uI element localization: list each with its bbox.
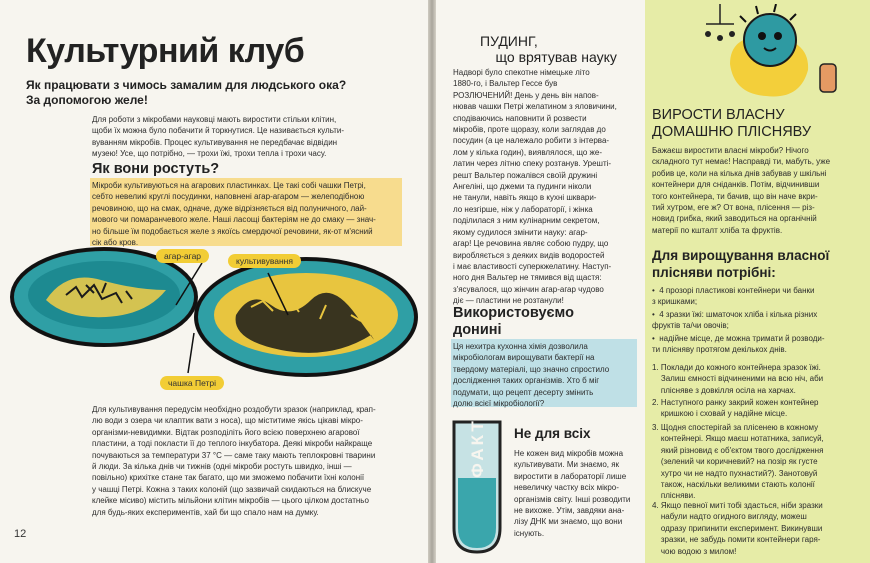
step-item: 2. Наступного ранку закрий кожен контейнер кришкою і сховай у надійне місце. <box>652 398 819 419</box>
needs-heading: Для вирощування власної плісняви потрібні: <box>652 248 830 280</box>
not-for-all-text: Не кожен вид мікробів можна культивувати. Ми знаємо, як виростити в лабораторії лише невеличку частку всіх мікро- організмів світу. Інші розводити не вихоже. Утім, завдяки ана- лізу ДНК ми знаємо, що вони існують. <box>514 449 631 538</box>
still-used-text: Ця нехитра кухонна хімія дозволила мікробіологам вирощувати бактерії на твердому матеріалі, що значно спростило дослідження таких організмів. Хто б міг подумати, що рецепт десерту змінить долю всієї мікробіології? <box>453 342 610 409</box>
lead-text: Як працювати з чимось замалим для людського ока? За допомогою желе! <box>26 78 347 107</box>
needs-item-text: 4 прозорі пластикові контейнери чи банки з кришками; <box>652 286 815 307</box>
section-text-growth: Мікроби культивуються на агарових пластинках. Це такі собі чашки Петрі, себто невеликі круглі посудинки, наповнені агар-агаром — желеподібною речовиною, що на смак, одначе, дуже відрізняється від полуничного, лай- мового чи помаранчевого желе. Наші ласощі бактеріям не до смаку — знач- но більше їм подобається желе з якоїсь смердючої речовини, як-от м'ясний сік або кров. <box>92 181 376 248</box>
fact-label: ФАКТ <box>468 418 487 478</box>
needs-item-text: 4 зразки їжі: шматочок хліба і кілька різних фруктів та/чи овочів; <box>652 310 818 331</box>
needs-item: • надійне місце, де можна тримати й розводи- ти плісняву протягом декількох днів. <box>652 334 825 355</box>
needs-item-text: надійне місце, де можна тримати й розводи- ти плісняву протягом декількох днів. <box>652 334 825 355</box>
page-title: Культурний клуб <box>26 32 305 70</box>
page-number: 12 <box>14 528 27 540</box>
mold-creature-illustration <box>700 4 868 104</box>
step-item: 3. Щодня спостерігай за плісенею в кожному контейнері. Якщо маєш нотатника, записуй, який різновид є об'єктом твого дослідження (зелений чи коричневий? на позір як густе хутро чи не надто пухнастий?). Занотовуй також, наскільки великими стають колонії плісняви. <box>652 423 824 501</box>
needs-item: • 4 прозорі пластикові контейнери чи банки з кришками; <box>652 286 815 307</box>
label-cultivation: культивування <box>228 254 301 268</box>
mold-panel-intro: Бажаєш виростити власні мікроби? Нічого складного тут немає! Насправді ти, мабуть, уже робив це, коли на кілька днів забував у шкільні контейнери для сніданків. Потім, відчинивши того контейнера, ти бачив, що він наче вкри- тий хутром, еге ж? От вона, плісення — різ- новид грибка, який заводиться на органічній матерії по кшталт хліба та фруктів. <box>652 146 831 235</box>
petri-dish-left <box>12 249 196 345</box>
pudding-story: Надворі було спекотне німецьке літо 1880-го, і Вальтер Гессе був РОЗЛЮЧЕНИЙ! День у день він напов- нював чашки Петрі желатином з яловичини, сподіваючись наповнити й розвести мікробів, проте щоразу, коли заглядав до посудин (а це належало робити з інтерва- лом у кілька годин), виявлялося, що же- латин через літню спеку розтанув. Урешті- решт Вальтер пожалівся своїй дружині Ангеліні, що джеми та пудинги ніколи не танули, навіть якщо в кухні шквари- ло незгірше, ніж у лабораторії, і жінка поділилася з ним кулінарним секретом, якому судилося змінити науку: агар- агар! Це речовина являє собою пудру, що виробляється з деяких видів водоростей і має властивості суперкжелатину. Наступ- ного дня Вальтер не тямився від щастя: з'ясувалося, що жінчин агар-агар чудово діє — пластини не розтанули! <box>453 68 617 306</box>
not-for-all-heading: Не для всіх <box>514 426 591 441</box>
step-item: 1. Поклади до кожного контейнера зразок їжі. Залиш ємності відчиненими на всю ніч, аби плісняве з довкілля осіла на харчах. <box>652 363 824 395</box>
label-agar: агар-агар <box>156 249 209 263</box>
still-used-heading: Використовуємо донині <box>453 305 574 338</box>
section-heading-growth: Як вони ростуть? <box>92 161 220 177</box>
needs-item: • 4 зразки їжі: шматочок хліба і кілька різних фруктів та/чи овочів; <box>652 310 818 331</box>
petri-dish-right <box>196 259 416 375</box>
intro-paragraph: Для роботи з мікробами науковці мають виростити стільки клітин, щоби їх можна було побачити й торкнутися. Це називається культи- вуванням мікробів. Процес культивування не передбачає відвідин музею! Усе, що потрібно, — трохи їжі, трохи тепла і трохи часу. <box>92 115 345 159</box>
step-item: 4. Якщо певної миті тобі здасться, ніби зразки набули надто огидного вигляду, можеш одразу припинити експеримент. Викинувши зразки, не забудь помити контейнери гаря- чою водою з милом! <box>652 501 823 556</box>
book-gutter <box>428 0 436 563</box>
label-petri-dish: чашка Петрі <box>160 376 224 390</box>
cultivation-paragraph: Для культивування передусім необхідно роздобути зразок (наприклад, крап- лю води з озера чи клаптик вати з носа), що міститиме якісь цікаві мікро- організми-невидимки. Відтак розподіліть його всією поверхнею агарової пластини, а тоді покласти її до теплого інкубатора. Деякі мікроби найкраще почуваються за температури 37 °C — саме таку мають теплокровні тварини й люди. За кілька днів чи тижнів (одні мікроби ростуть швидко, інші — повільно) крихітке стане так багато, що ми зможемо побачити їхні колонії у чашці Петрі. Кожна з таких колоній (що зазвичай скидаються на блискуче клейке місиво) містить мільйони клітин мікробів — цього цілком достатньо для будь-яких експериментів, хай би що спало нам на думку. <box>92 405 376 517</box>
pudding-heading: ПУДИНГ, що врятував науку <box>480 33 617 65</box>
mold-panel-title: ВИРОСТИ ВЛАСНУ ДОМАШНЮ ПЛІСНЯВУ <box>652 107 812 140</box>
label-pointer <box>188 333 194 373</box>
